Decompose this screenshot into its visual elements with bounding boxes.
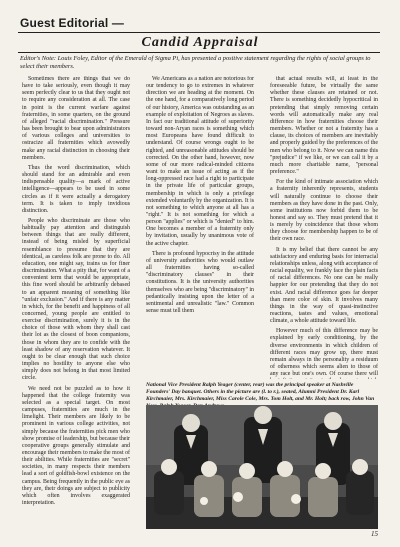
text-column-1 (22, 76, 130, 531)
paragraph: However much of this difference may be explained by early conditioning, by the diverse environments in which children of different races may grow up, there must remain always in the personality a residuum of otherness which seems alien to those of any race but one's own. Of course there will (270, 328, 378, 378)
paragraph: For the kind of intimate association which a fraternity inherently represents, students will naturally continue to choose their members as they have done in the past. Only, some institutions now forbid them to be honest and say so. They must pretend that it is merely by coincidence that those whom they choose for membership happen to be of their own race. (270, 179, 378, 243)
photo-caption: National Vice President Ralph Yeager (center, rear) was the principal speaker at Nashville Founders' Day banquet. Others in the picture are (l. to r.), seated, Alumni President Dr. Karl Kirchmaier, Mrs. Kirchmaier, Miss Carole Cole, Mrs. Tom Holt, and Mr. Holt; back row, John Van (146, 382, 375, 402)
paragraph: We need not be puzzled as to how it happened that the college fraternity was selected as a special target. On most campuses, fraternities are much in the limelight. Their members are likely to be prominent in various college activities, not simply because the fraternities pick men who show promise of leadership, but because their cooperative groups generally stimulate and encourage their members to make the most of their abilities. While fraternities are "secret" societies, in many respects their members lead a sort of goldfish-bowl existence on the campus. Being frequently in the public eye as they are, their doings are subject to publicity which often involves exaggerated interpretation. (22, 385, 130, 507)
paragraph: It is my belief that there cannot be any satisfactory and enduring basis for interracial relationships unless, along with acceptance of racial equality, we frankly face the plain facts of racial differences. No one can be really happier for our pretending that they do not exist. And racial difference goes far deeper than mere color of skin. It involves many things in the way of quasi-instinctive reactions, tastes and values, emotional climate, a whole attitude toward life. (270, 246, 378, 325)
section-label: Guest Editorial — (20, 16, 125, 30)
group-photo-image (146, 405, 378, 529)
paragraph: People who discriminate are those who habitually pay attention and distinguish between things that are really different, instead of being misled by superficial resemblance to presume that they are identical, as careless folk are prone to do. All education, one might say, trains us for finer discrimination. What a pity that, for want of a convenient term that would be appropriate, this fine word should be arbitrarily debased to an apparent meaning of something like "unfair exclusion." And if there is any matter in which, for the benefit and happiness of all concerned, young people are entitled to exercise discrimination, surely it is in the choice of those with whom they shall cast their lot as the closest of boon companions, those in whom they are to confide with the least shadow of any reservation whatever. It ought to be clear enough that such choice implies no hostility to anyone else who simply does not belong in that most limited circle. (22, 217, 130, 382)
header-rule-top (18, 32, 380, 33)
paragraph: There is profound hypocrisy in the attitude of university authorities who would outlaw all fraternities having so-called "discriminatory clauses" in their constitutions. It is the university authorities themselves who are being "discriminatory" in pedantically insisting upon the letter of a sentimental and unrealistic "law." Common sense must tell them (146, 250, 254, 314)
page-title: Candid Appraisal (141, 35, 259, 50)
header-rule-bottom (18, 52, 380, 53)
paragraph: Sometimes there are things that we do have to take seriously, even though it may seem perfectly clear to us that they ought not to require any consideration at all. The case in point is the current warfare against fraternities, in some quarters, on the ground of alleged "racial discrimination." Pressure has been brought to bear upon administrators of various colleges and universities to ostracize all fraternities which avowedly make any racial distinction in choosing their members. (22, 76, 130, 161)
text-column-2 (146, 76, 254, 379)
text-column-3 (270, 76, 378, 379)
editor-note: Editor's Note: Louis Foley, Editor of the Emerald of Sigma Pi, has presented a positive statement regarding the rights of social groups to select their members. (20, 55, 371, 70)
page-number: 15 (371, 530, 378, 538)
group-photo (146, 405, 378, 529)
paragraph: We Americans as a nation are notorious for our tendency to go to extremes in whatever direction we are heading at the moment. On the one hand, for a comparatively long period of our history, America was outstanding as an example of exploitation of Negroes as slaves. In fact our traditional attitude of superiority toward non-Aryan races is something which most Europeans have found difficult to understand. Of course wrongs ought to be righted, and unreasonable attitudes should be corrected. On the other hand, however, now some of our more radical-minded citizens want to make an issue of acting as if the long-oppressed race had a right to participate in the private life of particular groups, membership in which is only a privilege extended voluntarily by the organization. It is not something to which anyone at all has a "right." It is not something for which a person "applies" or which is "denied" to him. One becomes a member of a fraternity only by invitation, usually by unanimous vote of the active chapter. (146, 76, 254, 247)
paragraph: that actual results will, at least in the foreseeable future, be virtually the same whether these clauses are retained or not. There is something decidedly hypocritical in pretending that simply removing certain words will automatically make any real difference in how fraternities choose their members. Whether or not a fraternity has a clause, its choices of members are inevitably and properly guided by the preferences of the men who belong to it. Now we can name this "prejudice" if we like, or we can call it by a much more charitable name, "personal preference." (270, 76, 378, 176)
paragraph: Thus the word discrimination, which should stand for an admirable and even indispensable quality—a mark of active intelligence—appears to be used in some circles as if it were actually a derogatory term. It is taken to imply invidious distinction. (22, 164, 130, 214)
